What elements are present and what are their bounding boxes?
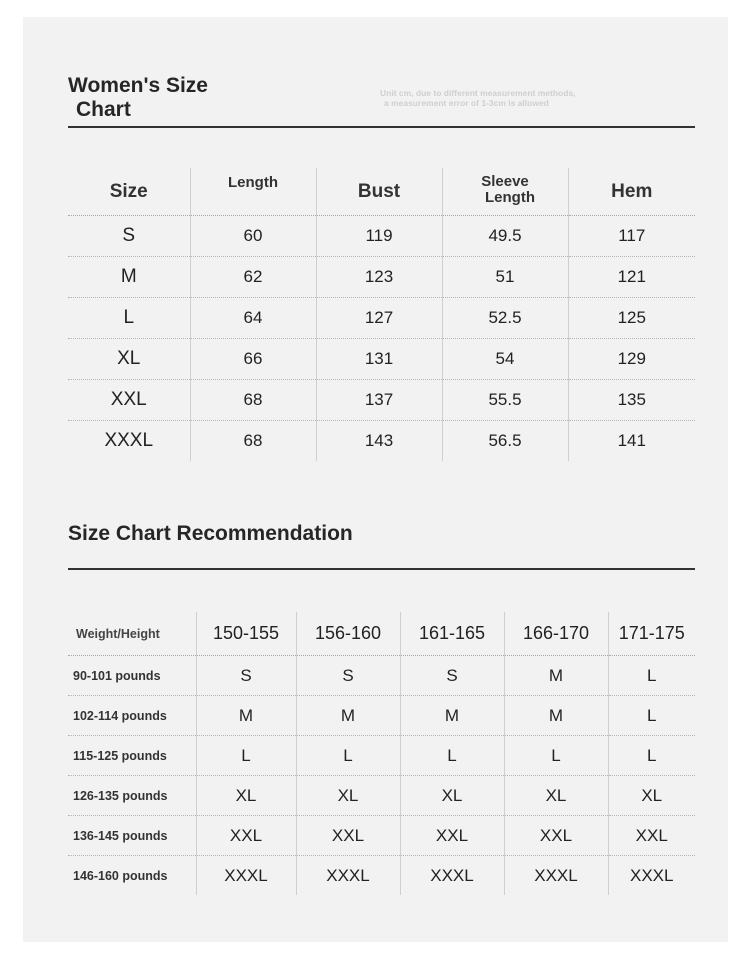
size-chart-row <box>68 298 695 339</box>
measurement-note-line2: a measurement error of 1-3cm is allowed <box>384 98 549 108</box>
recommended-size-cell: XL <box>608 776 695 816</box>
recommendation-row <box>68 776 695 816</box>
recommendation-row <box>68 656 695 696</box>
recommended-size-cell: L <box>296 736 400 776</box>
weight-range-label: 146-160 pounds <box>68 856 196 896</box>
size-cell: XXL <box>68 380 190 421</box>
measurement-cell: 60 <box>190 216 316 257</box>
measurement-note <box>380 88 640 108</box>
height-range-header: 171-175 <box>608 612 695 656</box>
measurement-note-line1: Unit cm, due to different measurement methods, <box>380 88 576 98</box>
header-sleeve-line2: Length <box>485 189 535 206</box>
size-chart-row <box>68 421 695 462</box>
header-sleeve-length <box>442 168 568 216</box>
recommended-size-cell: XXXL <box>196 856 296 896</box>
recommended-size-cell: L <box>608 656 695 696</box>
recommended-size-cell: XL <box>504 776 608 816</box>
recommended-size-cell: L <box>608 736 695 776</box>
recommended-size-cell: XXXL <box>400 856 504 896</box>
height-range-header: 166-170 <box>504 612 608 656</box>
recommended-size-cell: L <box>196 736 296 776</box>
measurement-cell: 127 <box>316 298 442 339</box>
size-cell: M <box>68 257 190 298</box>
recommended-size-cell: XXXL <box>608 856 695 896</box>
recommended-size-cell: XXL <box>504 816 608 856</box>
recommended-size-cell: S <box>296 656 400 696</box>
weight-range-label: 115-125 pounds <box>68 736 196 776</box>
recommended-size-cell: M <box>504 696 608 736</box>
measurement-cell: 52.5 <box>442 298 568 339</box>
size-chart-row <box>68 380 695 421</box>
size-chart-table <box>68 168 695 461</box>
weight-range-label: 136-145 pounds <box>68 816 196 856</box>
measurement-cell: 131 <box>316 339 442 380</box>
size-chart-row <box>68 257 695 298</box>
measurement-cell: 62 <box>190 257 316 298</box>
recommendation-title: Size Chart Recommendation <box>68 522 353 545</box>
measurement-cell: 129 <box>568 339 695 380</box>
weight-height-corner: Weight/Height <box>68 612 196 656</box>
measurement-cell: 66 <box>190 339 316 380</box>
measurement-cell: 121 <box>568 257 695 298</box>
recommended-size-cell: S <box>196 656 296 696</box>
recommended-size-cell: M <box>400 696 504 736</box>
measurement-cell: 143 <box>316 421 442 462</box>
recommended-size-cell: XXXL <box>296 856 400 896</box>
size-chart-divider <box>68 126 695 128</box>
size-cell: XXXL <box>68 421 190 462</box>
recommendation-row <box>68 736 695 776</box>
header-sleeve-line1: Sleeve <box>481 173 529 190</box>
weight-range-label: 126-135 pounds <box>68 776 196 816</box>
measurement-cell: 125 <box>568 298 695 339</box>
recommendation-table <box>68 612 695 895</box>
header-bust: Bust <box>316 168 442 216</box>
recommended-size-cell: M <box>196 696 296 736</box>
measurement-cell: 49.5 <box>442 216 568 257</box>
measurement-cell: 51 <box>442 257 568 298</box>
measurement-cell: 54 <box>442 339 568 380</box>
recommended-size-cell: M <box>296 696 400 736</box>
recommended-size-cell: XL <box>196 776 296 816</box>
header-hem: Hem <box>568 168 695 216</box>
recommendation-row <box>68 816 695 856</box>
recommended-size-cell: XXL <box>608 816 695 856</box>
size-cell: L <box>68 298 190 339</box>
size-chart-header-row <box>68 168 695 216</box>
recommended-size-cell: XXL <box>400 816 504 856</box>
header-length: Length <box>190 168 316 216</box>
recommended-size-cell: XL <box>296 776 400 816</box>
size-cell: XL <box>68 339 190 380</box>
recommended-size-cell: M <box>504 656 608 696</box>
height-range-header: 156-160 <box>296 612 400 656</box>
measurement-cell: 141 <box>568 421 695 462</box>
recommended-size-cell: L <box>400 736 504 776</box>
measurement-cell: 68 <box>190 380 316 421</box>
measurement-cell: 64 <box>190 298 316 339</box>
measurement-cell: 137 <box>316 380 442 421</box>
header-size: Size <box>68 168 190 216</box>
measurement-cell: 123 <box>316 257 442 298</box>
recommendation-row <box>68 856 695 896</box>
measurement-cell: 135 <box>568 380 695 421</box>
recommendation-row <box>68 696 695 736</box>
recommended-size-cell: XXXL <box>504 856 608 896</box>
recommended-size-cell: L <box>504 736 608 776</box>
recommended-size-cell: S <box>400 656 504 696</box>
recommended-size-cell: L <box>608 696 695 736</box>
measurement-cell: 119 <box>316 216 442 257</box>
weight-range-label: 90-101 pounds <box>68 656 196 696</box>
measurement-cell: 55.5 <box>442 380 568 421</box>
recommended-size-cell: XL <box>400 776 504 816</box>
recommended-size-cell: XXL <box>196 816 296 856</box>
measurement-cell: 117 <box>568 216 695 257</box>
height-range-header: 150-155 <box>196 612 296 656</box>
weight-range-label: 102-114 pounds <box>68 696 196 736</box>
size-chart-row <box>68 216 695 257</box>
recommendation-divider <box>68 568 695 570</box>
size-chart-title-line2: Chart <box>76 98 131 121</box>
measurement-cell: 68 <box>190 421 316 462</box>
size-chart-row <box>68 339 695 380</box>
recommended-size-cell: XXL <box>296 816 400 856</box>
size-cell: S <box>68 216 190 257</box>
size-chart-title <box>68 74 258 122</box>
size-chart-title-line1: Women's Size <box>68 74 208 97</box>
height-range-header: 161-165 <box>400 612 504 656</box>
recommendation-header-row <box>68 612 695 656</box>
measurement-cell: 56.5 <box>442 421 568 462</box>
